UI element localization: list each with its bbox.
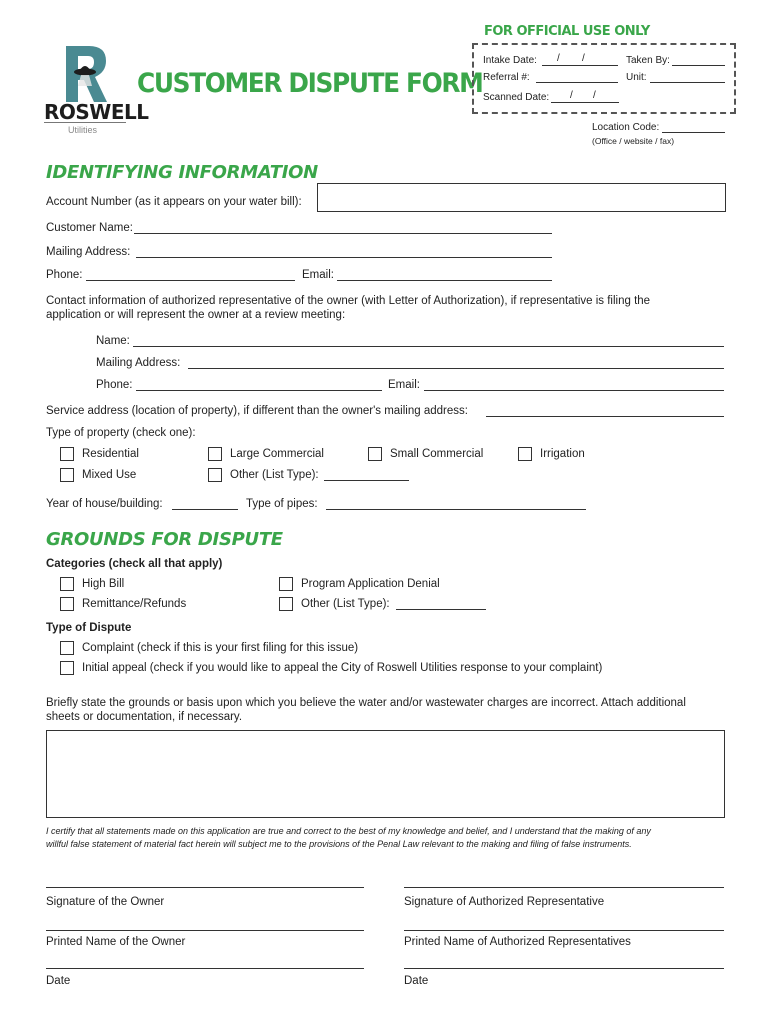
scanned-date-field[interactable] <box>551 102 619 103</box>
unit-field[interactable] <box>650 82 725 83</box>
account-label: Account Number (as it appears on your water bill): <box>46 196 302 208</box>
phone-label: Phone: <box>46 269 83 281</box>
service-address-field[interactable] <box>486 416 724 417</box>
owner-signature-label: Signature of the Owner <box>46 896 165 908</box>
program-denial-label: Program Application Denial <box>301 578 440 590</box>
rep-email-label: Email: <box>388 379 420 391</box>
brief-text-1: Briefly state the grounds or basis upon which you believe the water and/or wastewater charges are incorrect. Attach additional <box>46 697 686 709</box>
high-bill-checkbox[interactable] <box>60 577 74 591</box>
unit-label: Unit: <box>626 72 647 83</box>
rep-date-field[interactable] <box>404 968 724 969</box>
mixed-use-label: Mixed Use <box>82 469 137 481</box>
categories-label: Categories (check all that apply) <box>46 558 223 570</box>
appeal-label: Initial appeal (check if you would like to appeal the City of Roswell Utilities response to your complaint) <box>82 662 603 674</box>
program-denial-checkbox[interactable] <box>279 577 293 591</box>
other-property-field[interactable] <box>324 480 409 481</box>
service-address-label: Service address (location of property), if different than the owner's mailing address: <box>46 405 468 417</box>
complaint-checkbox[interactable] <box>60 641 74 655</box>
referral-label: Referral #: <box>483 72 530 83</box>
rep-printed-name-label: Printed Name of Authorized Representatives <box>404 936 631 948</box>
residential-label: Residential <box>82 448 139 460</box>
complaint-label: Complaint (check if this is your first filing for this issue) <box>82 642 359 654</box>
grounds-textarea[interactable] <box>46 730 725 818</box>
email-field[interactable] <box>337 280 552 281</box>
official-use-title: FOR OFFICIAL USE ONLY <box>484 24 650 39</box>
property-type-label: Type of property (check one): <box>46 427 196 439</box>
irrigation-label: Irrigation <box>540 448 585 460</box>
rep-name-label: Name: <box>96 335 130 347</box>
year-label: Year of house/building: <box>46 498 163 510</box>
intake-date-field[interactable] <box>542 65 618 66</box>
mixed-use-checkbox[interactable] <box>60 468 74 482</box>
location-note: (Office / website / fax) <box>592 136 675 146</box>
roswell-logo <box>40 42 149 142</box>
remittance-label: Remittance/Refunds <box>82 598 187 610</box>
rep-email-field[interactable] <box>424 390 724 391</box>
rep-phone-label: Phone: <box>96 379 133 391</box>
owner-date-field[interactable] <box>46 968 364 969</box>
account-number-input[interactable] <box>317 183 726 212</box>
appeal-checkbox[interactable] <box>60 661 74 675</box>
referral-field[interactable] <box>536 82 618 83</box>
rep-signature-label: Signature of Authorized Representative <box>404 896 605 908</box>
rep-signature-field[interactable] <box>404 887 724 888</box>
location-code-field[interactable] <box>662 132 725 133</box>
rep-phone-field[interactable] <box>136 390 382 391</box>
dispute-type-label: Type of Dispute <box>46 622 132 634</box>
residential-checkbox[interactable] <box>60 447 74 461</box>
other-category-label: Other (List Type): <box>301 598 390 610</box>
certify-text-1: I certify that all statements made on this application are true and correct to the best of my knowledge and belief, and I understand that the making of any <box>46 826 651 836</box>
location-code-label: Location Code: <box>592 122 660 133</box>
owner-date-label: Date <box>46 975 71 987</box>
other-property-label: Other (List Type): <box>230 469 319 481</box>
logo-r-icon <box>40 42 130 104</box>
small-commercial-label: Small Commercial <box>390 448 484 460</box>
rep-text-2: application or will represent the owner at a review meeting: <box>46 309 346 321</box>
small-commercial-checkbox[interactable] <box>368 447 382 461</box>
mailing-address-field[interactable] <box>136 257 552 258</box>
logo-sub: Utilities <box>68 125 98 135</box>
rep-mailing-field[interactable] <box>188 368 724 369</box>
owner-printed-name-label: Printed Name of the Owner <box>46 936 186 948</box>
other-category-field[interactable] <box>396 609 486 610</box>
identifying-header: IDENTIFYING INFORMATION <box>46 162 318 183</box>
high-bill-label: High Bill <box>82 578 125 590</box>
scanned-date-label: Scanned Date: <box>483 92 550 103</box>
taken-by-label: Taken By: <box>626 55 670 66</box>
pipes-field[interactable] <box>326 509 586 510</box>
rep-text-1: Contact information of authorized representative of the owner (with Letter of Authorization), if representative is filing the <box>46 295 651 307</box>
form-title: CUSTOMER DISPUTE FORM <box>137 68 483 99</box>
customer-name-field[interactable] <box>134 233 552 234</box>
irrigation-checkbox[interactable] <box>518 447 532 461</box>
large-commercial-label: Large Commercial <box>230 448 324 460</box>
mailing-address-label: Mailing Address: <box>46 246 131 258</box>
taken-by-field[interactable] <box>672 65 725 66</box>
remittance-checkbox[interactable] <box>60 597 74 611</box>
brief-text-2: sheets or documentation, if necessary. <box>46 711 243 723</box>
owner-signature-field[interactable] <box>46 887 364 888</box>
grounds-header: GROUNDS FOR DISPUTE <box>46 529 283 550</box>
rep-mailing-label: Mailing Address: <box>96 357 181 369</box>
customer-name-label: Customer Name: <box>46 222 133 234</box>
other-category-checkbox[interactable] <box>279 597 293 611</box>
certify-text-2: willful false statement of material fact herein will subject me to the provisions of the Penal Law relevant to the making and filing of false instruments. <box>46 839 632 849</box>
year-field[interactable] <box>172 509 238 510</box>
owner-printed-name-field[interactable] <box>46 930 364 931</box>
large-commercial-checkbox[interactable] <box>208 447 222 461</box>
pipes-label: Type of pipes: <box>246 498 318 510</box>
intake-date-label: Intake Date: <box>483 55 537 66</box>
other-property-checkbox[interactable] <box>208 468 222 482</box>
logo-name: ROSWELL <box>44 100 149 124</box>
email-label: Email: <box>302 269 334 281</box>
rep-date-label: Date <box>404 975 429 987</box>
phone-field[interactable] <box>86 280 295 281</box>
rep-printed-name-field[interactable] <box>404 930 724 931</box>
rep-name-field[interactable] <box>133 346 724 347</box>
